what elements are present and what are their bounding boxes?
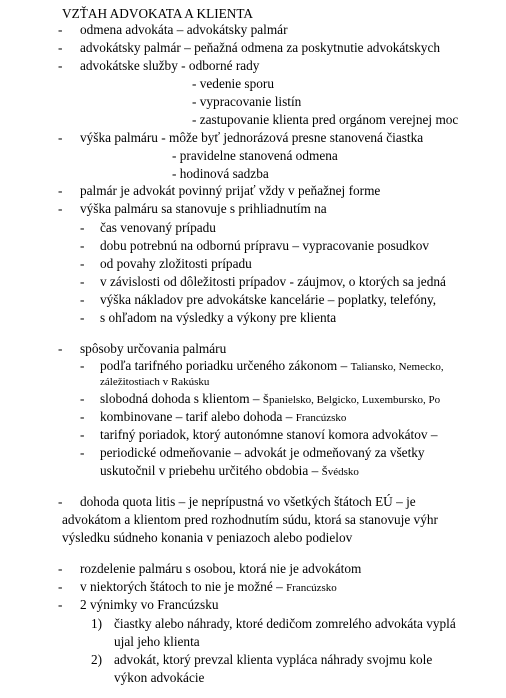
number-marker: 1) [91,616,103,631]
line-main: v niektorých štátoch to nie je možné – [80,579,283,594]
bullet-dash: - [58,183,63,198]
bullet-dash: - [58,130,63,145]
text-line: výsledku súdneho konania v peniazoch alebo podielov [62,530,353,545]
document-title: VZŤAH ADVOKATA A KLIENTA [62,6,254,21]
text-line: - zastupovanie klienta pred orgánom verejnej moc [192,112,459,127]
text-line: záležitostiach v Rakúsku [100,376,210,388]
text-line [100,409,346,426]
bullet-dash: - [80,391,85,406]
text-line [100,463,359,480]
line-note: Španielsko, Belgicko, Luxembursko, Po [262,394,441,406]
number-marker: 2) [91,652,103,667]
text-line: periodické odmeňovanie – advokát je odmeňovaný za všetky [100,445,425,460]
bullet-dash: - [58,494,63,509]
text-line: spôsoby určovania palmáru [80,341,227,356]
text-line: - pravidelne stanovená odmena [172,148,338,163]
line-note: Švédsko [321,466,359,478]
bullet-dash: - [80,256,85,271]
text-line: od povahy zložitosti prípadu [100,256,252,271]
bullet-dash: - [80,409,85,424]
text-line: čas venovaný prípadu [100,220,216,235]
bullet-dash: - [58,341,63,356]
text-line: palmár je advokát povinný prijať vždy v peňažnej forme [80,183,381,198]
text-line: - hodinová sadzba [172,166,269,181]
text-line: výkon advokácie [114,670,205,685]
text-line: ujal jeho klienta [114,634,200,649]
text-line: - vedenie sporu [192,76,274,91]
text-line: 2 výnimky vo Francúzsku [80,597,219,612]
text-line [80,579,337,596]
bullet-dash: - [80,358,85,373]
text-line: v závislosti od dôležitosti prípadov - záujmov, o ktorých sa jedná [100,274,446,289]
bullet-dash: - [80,292,85,307]
text-line: - vypracovanie listín [192,94,302,109]
line-main: podľa tarifného poriadku určeného zákonom – [100,358,348,373]
text-line: dohoda quota litis – je neprípustná vo všetkých štátoch EÚ – je [80,494,416,509]
bullet-dash: - [80,427,85,442]
text-line: rozdelenie palmáru s osobou, ktorá nie je advokátom [80,561,362,576]
bullet-dash: - [80,238,85,253]
line-main: kombinovane – tarif alebo dohoda – [100,409,293,424]
line-note: Francúzsko [295,412,347,424]
bullet-dash: - [58,58,63,73]
text-line: tarifný poriadok, ktorý autonómne stanoví komora advokátov – [100,427,438,442]
bullet-dash: - [58,579,63,594]
text-line: čiastky alebo náhrady, ktoré dedičom zomrelého advokáta vyplá [114,616,456,631]
text-line: výška palmáru sa stanovuje s prihliadnutím na [80,201,327,216]
bullet-dash: - [58,201,63,216]
text-line: s ohľadom na výsledky a výkony pre klienta [100,310,337,325]
text-line: dobu potrebnú na odbornú prípravu – vypracovanie posudkov [100,238,430,253]
text-line: výška nákladov pre advokátske kancelárie – poplatky, telefóny, [100,292,437,307]
line-note: Francúzsko [286,582,337,594]
bullet-dash: - [58,22,63,37]
bullet-dash: - [80,274,85,289]
bullet-dash: - [58,40,63,55]
line-note: Taliansko, Nemecko, [350,361,444,373]
text-line: výška palmáru - môže byť jednorázová presne stanovená čiastka [80,130,424,145]
text-line: advokátsky palmár – peňažná odmena za poskytnutie advokátskych [80,40,441,55]
bullet-dash: - [80,310,85,325]
text-line [100,391,440,408]
line-main: uskutočnil v priebehu určitého obdobia – [100,463,319,478]
text-line: advokátske služby - odborné rady [80,58,260,73]
bullet-dash: - [58,561,63,576]
bullet-dash: - [80,445,85,460]
text-line [100,358,444,375]
text-line: advokátom a klientom pred rozhodnutím súdu, ktorá sa stanovuje výhr [62,512,438,527]
line-main: slobodná dohoda s klientom – [100,391,260,406]
text-line: odmena advokáta – advokátsky palmár [80,22,288,37]
bullet-dash: - [80,220,85,235]
text-line: advokát, ktorý prevzal klienta vypláca náhrady svojmu kole [114,652,433,667]
bullet-dash: - [58,597,63,612]
